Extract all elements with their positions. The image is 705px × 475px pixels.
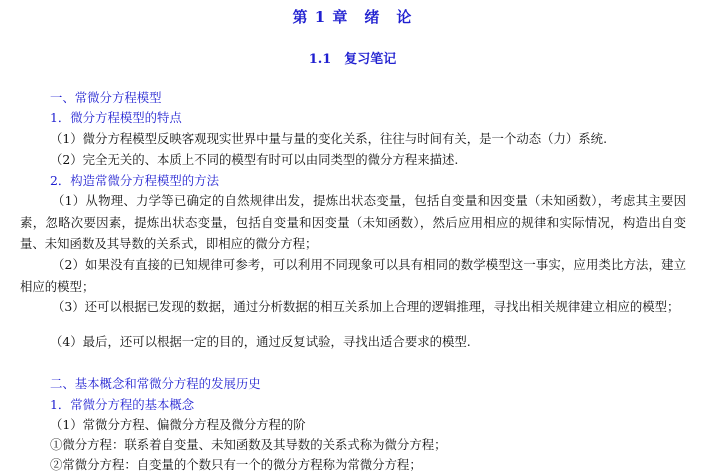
part1-sub2-paragraph-4: （4）最后，还可以根据一定的目的，通过反复试验，寻找出适合要求的模型. — [50, 334, 471, 349]
part2-sub1-item-2: ②常微分方程：自变量的个数只有一个的微分方程称为常微分方程； — [50, 457, 422, 472]
part1-sub2-paragraph-2: （2）如果没有直接的已知规律可参考，可以利用不同现象可以具有相同的数学模型这一事实，应用类比方法，建立相应的模型； — [20, 257, 686, 294]
part2-sub1-paragraph-1: （1）常微分方程、偏微分方程及微分方程的阶 — [50, 417, 306, 432]
part1-sub1-heading: 1．微分方程模型的特点 — [50, 110, 182, 125]
part2-heading: 二、基本概念和常微分方程的发展历史 — [50, 376, 261, 391]
part1-heading: 一、常微分方程模型 — [50, 90, 162, 105]
part2-sub1-heading: 1．常微分方程的基本概念 — [50, 397, 195, 412]
part1-sub1-paragraph-1: （1）微分方程模型反映客观现实世界中量与量的变化关系，往往与时间有关，是一个动态（力）系统. — [50, 131, 608, 146]
section-title: 1.1 复习笔记 — [308, 52, 397, 67]
chapter-title: 第 1 章 绪 论 — [292, 8, 413, 26]
part1-sub2-heading: 2．构造常微分方程模型的方法 — [50, 173, 219, 188]
part2-sub1-item-1: ①微分方程：联系着自变量、未知函数及其导数的关系式称为微分方程； — [50, 437, 447, 452]
part1-sub2-paragraph-3: （3）还可以根据已发现的数据，通过分析数据的相互关系加上合理的逻辑推理，寻找出相关规律建立相应的模型； — [52, 299, 680, 314]
part1-sub1-paragraph-2: （2）完全无关的、本质上不同的模型有时可以由同类型的微分方程来描述. — [50, 152, 459, 167]
part1-sub2-paragraph-1: （1）从物理、力学等已确定的自然规律出发，提炼出状态变量，包括自变量和因变量（未知函数），考虑其主要因素，忽略次要因素，提炼出状态变量，包括自变量和因变量（未知函数），然后应用相应的规律和实际情况，构造出自变量、未知函数及其导数的关系式，即相应的微分方程； — [20, 193, 686, 251]
